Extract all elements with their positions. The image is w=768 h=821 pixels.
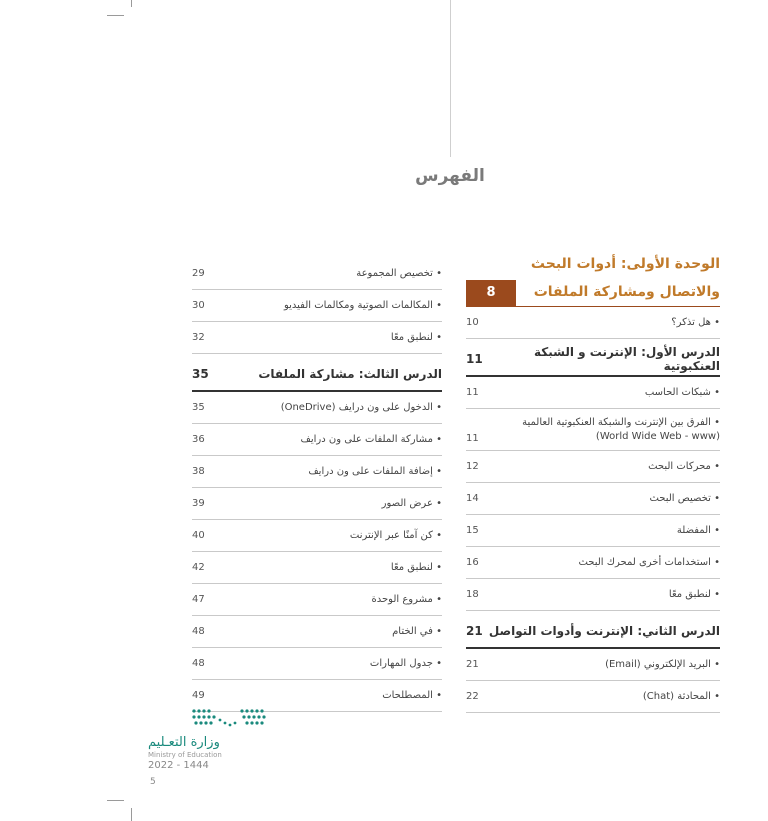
- toc-row[interactable]: [466, 515, 720, 547]
- crop-mark: [131, 0, 132, 7]
- toc-row[interactable]: [466, 409, 720, 451]
- toc-row[interactable]: [192, 488, 442, 520]
- toc-row[interactable]: [466, 649, 720, 681]
- toc-entry-line1: • الفرق بين الإنترنت والشبكة العنكبوتية العالمية: [522, 417, 720, 428]
- toc-row[interactable]: [192, 392, 442, 424]
- toc-entry: • البريد الإلكتروني (Email): [605, 659, 720, 670]
- toc-entry: • مشروع الوحدة: [371, 594, 442, 605]
- toc-entry: • مشاركة الملفات على ون درايف: [300, 434, 442, 445]
- toc-left-column: [192, 258, 442, 712]
- toc-row[interactable]: [192, 456, 442, 488]
- toc-row[interactable]: [466, 579, 720, 611]
- toc-page: 12: [466, 461, 479, 472]
- lesson-heading[interactable]: [192, 358, 442, 392]
- toc-row[interactable]: [192, 520, 442, 552]
- toc-row[interactable]: [192, 648, 442, 680]
- toc-entry: • تخصيص المجموعة: [356, 268, 442, 279]
- edition-year: 2022 - 1444: [148, 760, 209, 771]
- toc-page: 47: [192, 594, 205, 605]
- toc-page: 18: [466, 589, 479, 600]
- crop-mark: [131, 808, 132, 821]
- toc-entry: • جدول المهارات: [369, 658, 442, 669]
- toc-row[interactable]: [192, 616, 442, 648]
- toc-page: 21: [466, 659, 479, 670]
- toc-entry: • شبكات الحاسب: [644, 387, 720, 398]
- toc-page: 29: [192, 268, 205, 279]
- unit-heading: [466, 250, 720, 306]
- toc-row[interactable]: [192, 322, 442, 354]
- toc-entry: • الدخول على ون درايف (OneDrive): [280, 402, 442, 413]
- toc-entry: • إضافة الملفات على ون درايف: [308, 466, 442, 477]
- toc-entry: • استخدامات أخرى لمحرك البحث: [578, 557, 720, 568]
- toc-row[interactable]: [466, 547, 720, 579]
- toc-entry: • هل تذكر؟: [671, 317, 720, 328]
- ministry-logo-icon: [190, 705, 268, 729]
- lesson-page: 11: [466, 352, 483, 366]
- toc-page: 40: [192, 530, 205, 541]
- lesson-page: 21: [466, 624, 483, 638]
- toc-entry: • تخصيص البحث: [649, 493, 720, 504]
- ministry-logo: [148, 705, 278, 771]
- toc-entry: • لنطبق معًا: [668, 589, 720, 600]
- toc-page: 49: [192, 690, 205, 701]
- toc-page: 16: [466, 557, 479, 568]
- toc-entry: • لنطبق معًا: [390, 562, 442, 573]
- toc-row[interactable]: [466, 483, 720, 515]
- lesson-page: 35: [192, 367, 209, 381]
- lesson-title: الدرس الثاني: الإنترنت وأدوات التواصل: [488, 624, 720, 638]
- lesson-title: الدرس الأول: الإنترنت و الشبكة العنكبوتية: [533, 345, 720, 373]
- toc-entry-line2: (World Wide Web - www): [595, 431, 720, 442]
- toc-page: 38: [192, 466, 205, 477]
- toc-page: 30: [192, 300, 205, 311]
- toc-row[interactable]: [466, 681, 720, 713]
- page-number: 5: [150, 777, 156, 787]
- toc-entry: • المصطلحات: [382, 690, 442, 701]
- ministry-name-arabic: وزارة التعـليم: [148, 735, 220, 750]
- toc-page: 14: [466, 493, 479, 504]
- crop-mark: [107, 15, 124, 16]
- toc-entry: • في الختام: [392, 626, 442, 637]
- toc-row[interactable]: [192, 424, 442, 456]
- toc-entry: • المفضلة: [676, 525, 720, 536]
- toc-row[interactable]: [192, 584, 442, 616]
- toc-page: 11: [466, 387, 479, 398]
- toc-entry: • كن آمنًا عبر الإنترنت: [349, 530, 442, 541]
- toc-row[interactable]: [192, 552, 442, 584]
- toc-page: 15: [466, 525, 479, 536]
- lesson-heading[interactable]: [466, 615, 720, 649]
- toc-page: 10: [466, 317, 479, 328]
- crop-mark: [107, 800, 124, 801]
- toc-page: 11: [466, 433, 479, 444]
- toc-page: 32: [192, 332, 205, 343]
- lesson-title: الدرس الثالث: مشاركة الملفات: [258, 367, 442, 381]
- lesson-heading[interactable]: [466, 343, 720, 377]
- toc-row[interactable]: [466, 451, 720, 483]
- toc-page: 42: [192, 562, 205, 573]
- toc-entry: • لنطبق معًا: [390, 332, 442, 343]
- unit-title-line1: الوحدة الأولى: أدوات البحث: [530, 256, 720, 272]
- toc-row[interactable]: [192, 258, 442, 290]
- unit-title-line2: والاتصال ومشاركة الملفات: [533, 284, 720, 300]
- toc-page: 48: [192, 658, 205, 669]
- toc-page: 22: [466, 691, 479, 702]
- toc-entry: • المكالمات الصوتية ومكالمات الفيديو: [283, 300, 442, 311]
- unit-page-badge: 8: [466, 280, 516, 306]
- toc-page: 35: [192, 402, 205, 413]
- toc-page: 36: [192, 434, 205, 445]
- toc-entry: • المحادثة (Chat): [642, 691, 720, 702]
- toc-row[interactable]: [192, 290, 442, 322]
- toc-entry: • محركات البحث: [648, 461, 720, 472]
- toc-right-column: [466, 250, 720, 713]
- page-title: الفهرس: [415, 166, 485, 186]
- toc-entry: [522, 416, 720, 444]
- toc-row[interactable]: [466, 377, 720, 409]
- toc-row[interactable]: [466, 307, 720, 339]
- ministry-name-english: Ministry of Education: [148, 751, 222, 759]
- toc-entry: • عرض الصور: [381, 498, 442, 509]
- toc-page: 39: [192, 498, 205, 509]
- center-divider: [450, 0, 451, 157]
- toc-page: 48: [192, 626, 205, 637]
